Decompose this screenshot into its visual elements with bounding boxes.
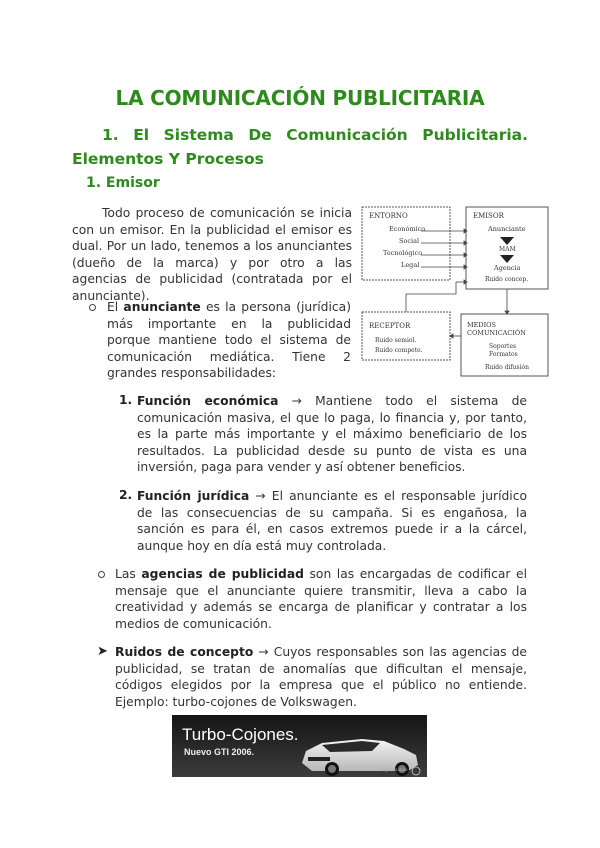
agencias-post: son las encargadas de codificar el mensaje que el anunciante quiere transmitir, lleva a cabo la creatividad y además se encarga de planificar y contratar a los medios de comunicación. [115, 567, 528, 631]
medios-receptor-arrow [450, 334, 461, 338]
intro-paragraph: Todo proceso de comunicación se inicia con un emisor. En la publicidad el emisor es dual. Por un lado, tenemos a los anunciantes (dueño de la marca) y por otro a las agencias de publicidad (contratada por el anunciante). [72, 206, 352, 303]
receptor-label: RECEPTOR [369, 322, 411, 330]
emisor-medios-arrow [505, 289, 509, 314]
ad-headline: Turbo-Cojones. [182, 725, 299, 744]
medios-item: Soportes [489, 343, 517, 350]
circle-bullet [98, 571, 105, 578]
anunciante-pre: El [107, 300, 124, 314]
function-text: → El anunciante es el responsable jurídico de las consecuencias de su campaña. Si es engañosa, la sanción es para él, en casos extremos puede ir a la cárcel, aunque hoy en día está muy controlada. [137, 489, 527, 553]
agencias-bold: agencias de publicidad [141, 567, 304, 581]
volkswagen-ad-image [172, 715, 427, 777]
arrow-bullet-icon: ➤ [97, 644, 108, 659]
emisor-label: EMISOR [473, 212, 504, 220]
agencias-pre: Las [115, 567, 142, 581]
agencias-paragraph [115, 566, 527, 632]
circle-bullet [89, 304, 96, 311]
emisor-item: MAM [499, 246, 516, 253]
subsection-heading: 1. Emisor [86, 175, 160, 191]
emisor-item: Agencia [494, 264, 521, 272]
feedback-arrow [406, 280, 467, 312]
anunciante-post: es la persona (jurídica) más importante en la publicidad porque mantiene todo el sistema de comunicación mediática. Tiene 2 grandes responsabilidades: [107, 300, 351, 381]
anunciante-bold: anunciante [123, 300, 201, 314]
communication-diagram [361, 204, 550, 379]
function-title: Función jurídica [137, 489, 250, 503]
medios-label: MEDIOS COMUNICACIÓN [467, 321, 526, 337]
section-text: El Sistema De Comunicación Publicitaria. Elementos Y Procesos [72, 126, 528, 168]
page-title: LA COMUNICACIÓN PUBLICITARIA [115, 86, 485, 110]
ad-subline: Nuevo GTI 2006. [184, 747, 255, 757]
entorno-item: Tecnológico [383, 249, 423, 257]
function-number: 2. [119, 488, 133, 502]
ruidos-text: → Cuyos responsables son las agencias de publicidad, se tratan de anomalías que dificultan el mensaje, códigos elegidos por la empresa que el público no entiende. Ejemplo: turbo-cojones de Volkswagen. [115, 645, 527, 709]
emisor-footer: Ruido concep. [485, 276, 529, 283]
entorno-item: Social [399, 237, 420, 245]
medios-footer: Ruido difusión [485, 364, 529, 371]
receptor-item: Ruido semiol. [375, 337, 417, 344]
entorno-item: Económico [389, 225, 426, 233]
emisor-item: Anunciante [488, 225, 526, 233]
ruidos-paragraph [115, 644, 527, 710]
entorno-item: Legal [401, 261, 420, 269]
function-economica [137, 393, 527, 476]
ad-tagline: Agenda auto [382, 767, 408, 772]
ruidos-title: Ruidos de concepto [115, 645, 254, 659]
section-heading [72, 123, 528, 171]
receptor-item: Ruido compete. [375, 347, 423, 354]
function-title: Función económica [137, 394, 279, 408]
medios-item: Formatos [489, 351, 518, 358]
function-number: 1. [119, 393, 133, 407]
anunciante-paragraph [107, 299, 351, 382]
function-juridica [137, 488, 527, 554]
function-text: → Mantiene todo el sistema de comunicación masiva, el que lo paga, lo financia y, por tanto, es la parte más importante y el máximo beneficiario de los resultados. La publicidad desde su punto de vista es una inversión, paga para vender y así obtener beneficios. [137, 394, 527, 475]
section-number: 1. [102, 126, 119, 144]
entorno-label: ENTORNO [369, 212, 408, 220]
